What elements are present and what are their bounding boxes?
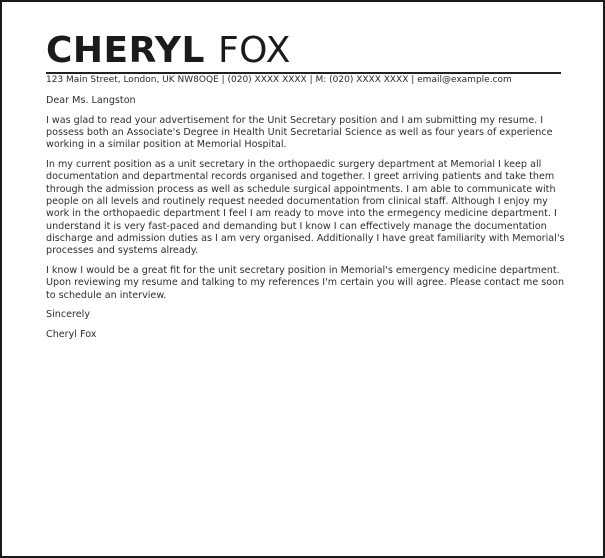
sender-name <box>46 29 291 73</box>
contact-line: 123 Main Street, London, UK NW8OQE | (020) XXXX XXXX | M: (020) XXXX XXXX | email@example.com <box>46 75 512 85</box>
last-name: FOX <box>217 30 291 71</box>
paragraph-closing: I know I would be a great fit for the unit secretary position in Memorial's emergency medicine department. Upon reviewing my resume and talking to my references I'm certain you will agree. Please contact me soon to schedule an interview. <box>46 265 565 301</box>
closing: Sincerely <box>46 309 90 321</box>
letter-body <box>46 95 566 349</box>
paragraph-experience: In my current position as a unit secretary in the orthopaedic surgery department at Memorial I keep all documentation and departmental records organised and together. I greet arriving patients and take them through the admission process as well as schedule surgical appointments. I am able to communicate with people on all levels and routinely request needed documentation from clinical staff. Although I enjoy my work in the orthopaedic department I feel I am ready to move into the ermegency medicine department. I understand it is very fast-paced and demanding but I know I can effectively manage the documentation discharge and admission duties as I am very organised. Additionally I have great familiarity with Memorial's processes and systems already. <box>46 159 565 257</box>
salutation: Dear Ms. Langston <box>46 95 136 106</box>
signature: Cheryl Fox <box>46 329 97 341</box>
first-name: CHERYL <box>46 30 205 71</box>
paragraph-intro: I was glad to read your advertisement for the Unit Secretary position and I am submitting my resume. I possess both an Associate's Degree in Health Unit Secretarial Science as well as four years of experience working in a similar position at Memorial Hospital. <box>46 114 553 151</box>
